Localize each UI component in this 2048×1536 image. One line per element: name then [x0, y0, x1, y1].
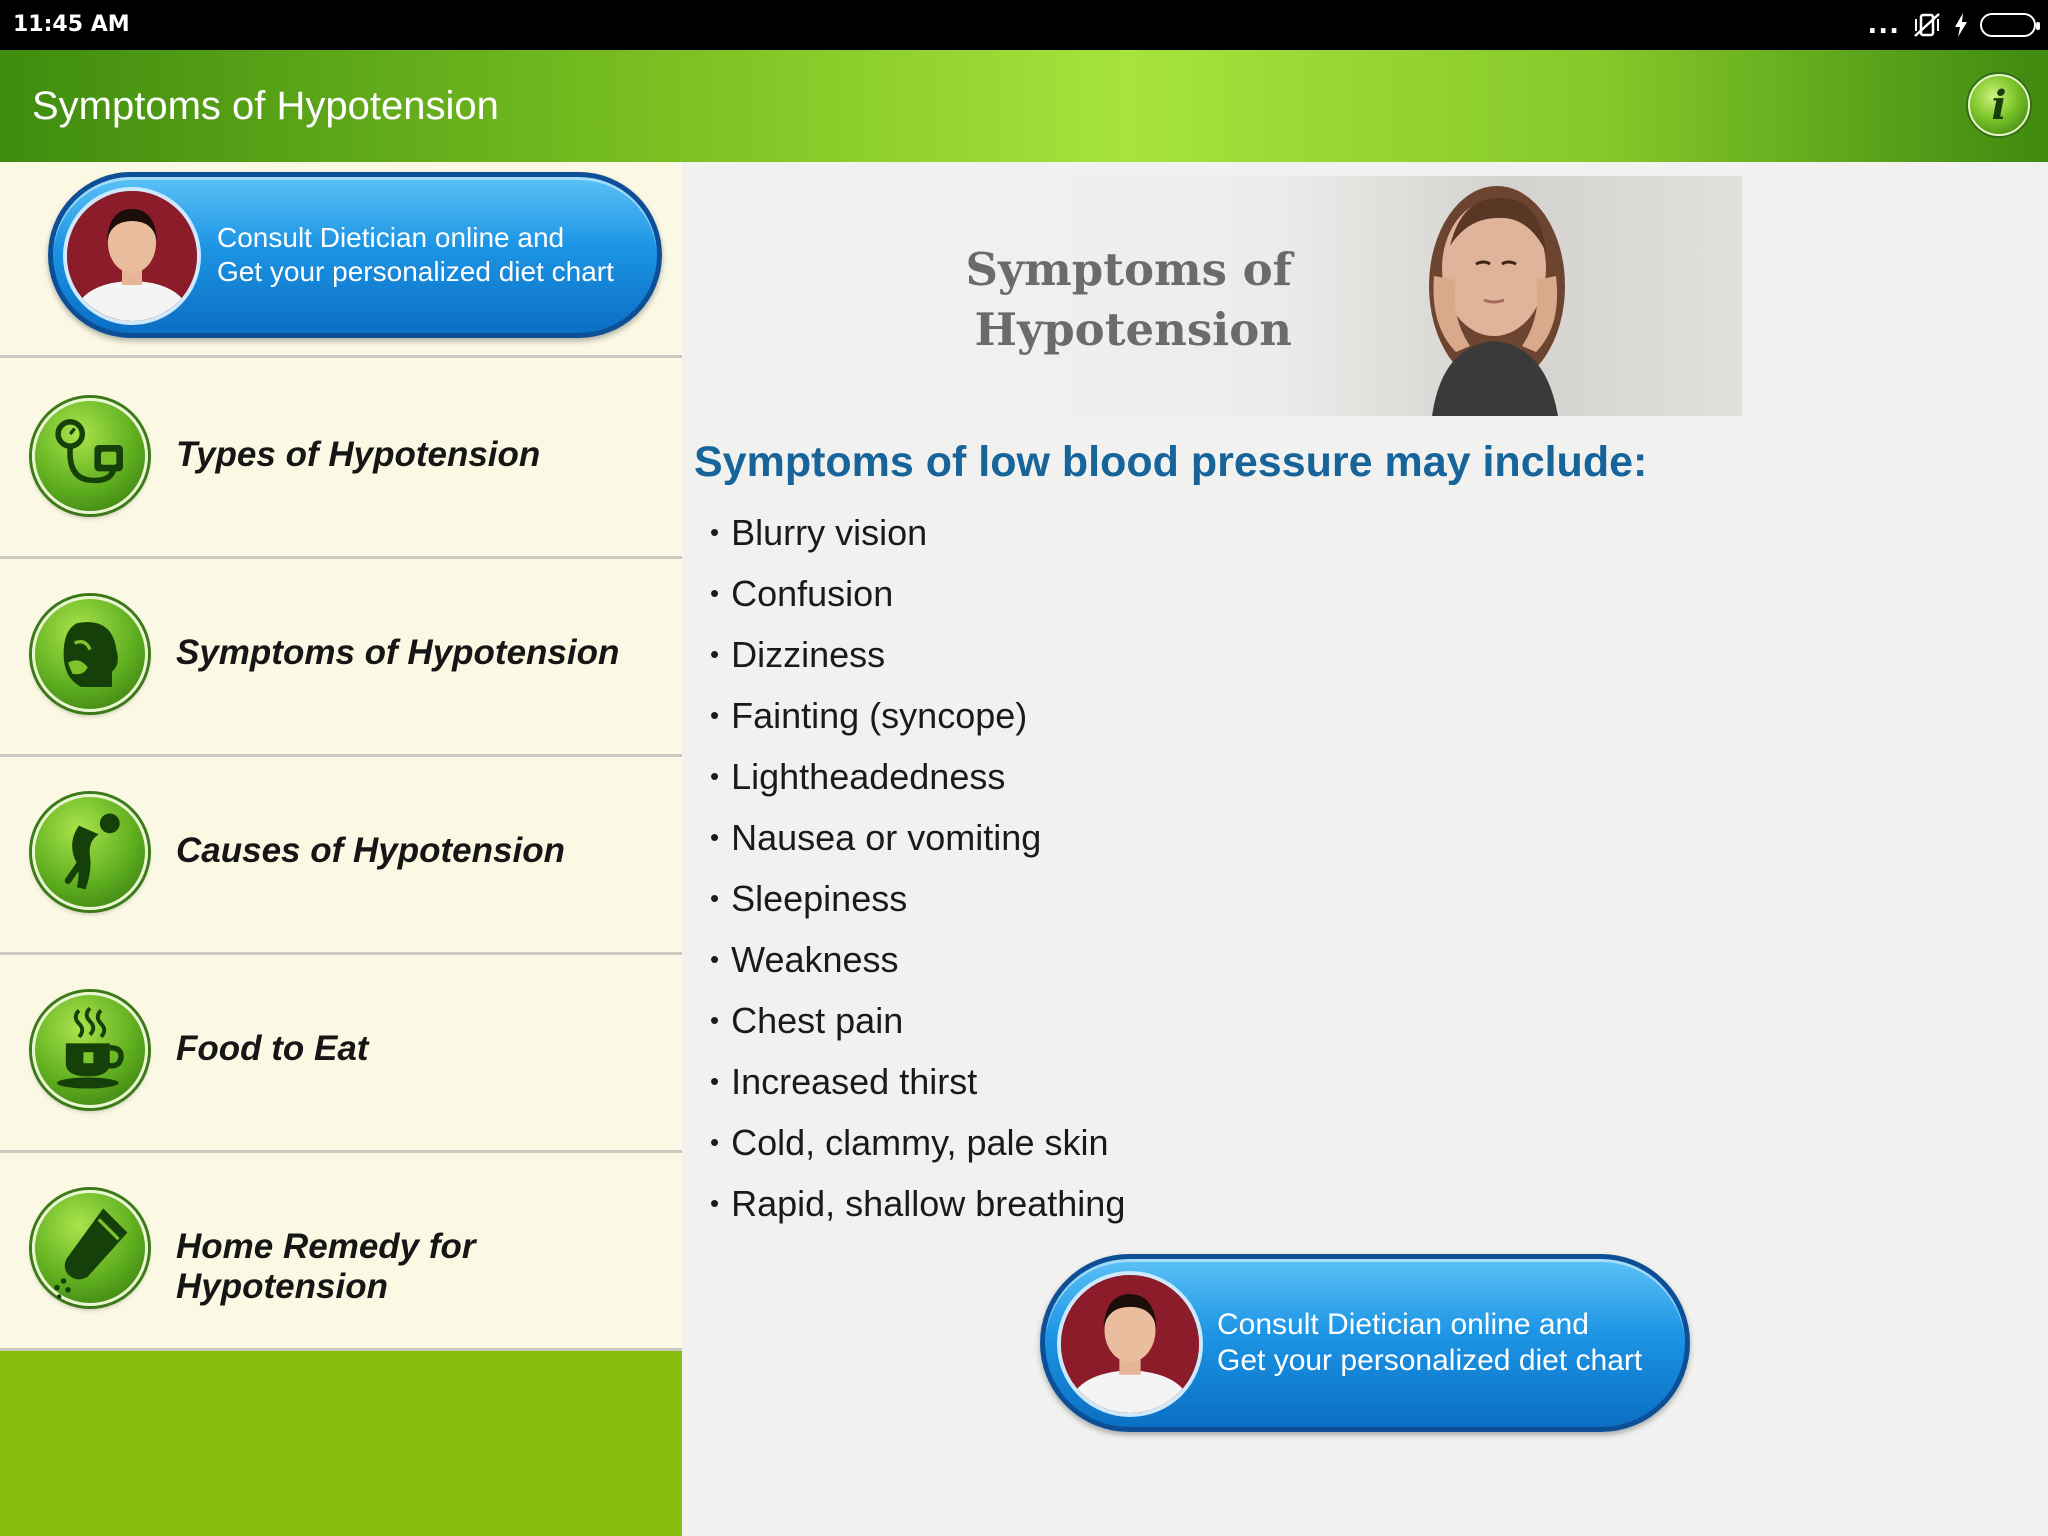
consult-line-2: Get your personalized diet chart: [217, 255, 614, 287]
list-item: • Sleepiness: [710, 868, 1125, 929]
sidebar-consult-card: [0, 162, 682, 358]
sidebar-item-label: Causes of Hypotension: [176, 831, 565, 870]
sidebar-item-label: Home Remedy for Hypotension: [176, 1227, 476, 1306]
list-item: • Nausea or vomiting: [710, 807, 1125, 868]
main-content: [682, 162, 2048, 1536]
list-item: • Cold, clammy, pale skin: [710, 1112, 1125, 1173]
sidebar-item-label: Food to Eat: [176, 1029, 369, 1068]
dietician-avatar: [1057, 1271, 1203, 1417]
charging-bolt-icon: [1954, 13, 1968, 37]
sidebar-item-food[interactable]: [0, 955, 682, 1153]
salt-shaker-icon: [32, 1190, 148, 1306]
list-item: • Confusion: [710, 563, 1125, 624]
app-bar: [0, 50, 2048, 162]
sidebar-item-symptoms[interactable]: [0, 559, 682, 757]
sidebar-item-remedy[interactable]: [0, 1153, 682, 1351]
consult-text: [1217, 1307, 1642, 1379]
sidebar: [0, 162, 682, 1536]
info-button[interactable]: [1968, 74, 2030, 136]
list-item: • Chest pain: [710, 990, 1125, 1051]
sidebar-item-label: Types of Hypotension: [176, 435, 541, 474]
list-item: • Rapid, shallow breathing: [710, 1173, 1125, 1234]
status-time: 11:45 AM: [13, 12, 130, 37]
notification-dots-icon: ...: [1867, 10, 1900, 40]
page-title: Symptoms of Hypotension: [32, 84, 499, 128]
sidebar-menu: [0, 162, 682, 1348]
sidebar-item-label: Symptoms of Hypotension: [176, 633, 620, 672]
list-item: • Blurry vision: [710, 502, 1125, 563]
vibrate-off-icon: [1912, 12, 1942, 38]
symptoms-banner-image: [962, 176, 1742, 416]
headache-head-icon: [32, 596, 148, 712]
list-item: • Weakness: [710, 929, 1125, 990]
list-item: • Increased thirst: [710, 1051, 1125, 1112]
consult-dietician-button[interactable]: [48, 172, 662, 338]
woman-headache-photo: [962, 176, 1742, 416]
symptoms-heading: Symptoms of low blood pressure may include:: [694, 438, 1648, 486]
consult-line-1: Consult Dietician online and: [217, 222, 565, 253]
banner-title: Symptoms of Hypotension: [965, 243, 1292, 356]
status-bar: [0, 0, 2048, 50]
consult-line-2: Get your personalized diet chart: [1217, 1344, 1643, 1377]
list-item: • Dizziness: [710, 624, 1125, 685]
sidebar-item-causes[interactable]: [0, 757, 682, 955]
info-icon: i: [1991, 81, 2007, 129]
sidebar-item-types[interactable]: [0, 361, 682, 559]
dietician-avatar: [63, 187, 201, 325]
consult-dietician-button-bottom[interactable]: [1040, 1254, 1690, 1432]
symptom-list: [710, 502, 1125, 1234]
list-item: • Lightheadedness: [710, 746, 1125, 807]
hot-cup-icon: [32, 992, 148, 1108]
person-bending-icon: [32, 794, 148, 910]
consult-line-1: Consult Dietician online and: [1217, 1308, 1589, 1341]
battery-icon: [1980, 13, 2036, 37]
list-item: • Fainting (syncope): [710, 685, 1125, 746]
status-icons: [1867, 9, 2036, 41]
consult-text: [217, 221, 614, 288]
blood-pressure-monitor-icon: [32, 398, 148, 514]
